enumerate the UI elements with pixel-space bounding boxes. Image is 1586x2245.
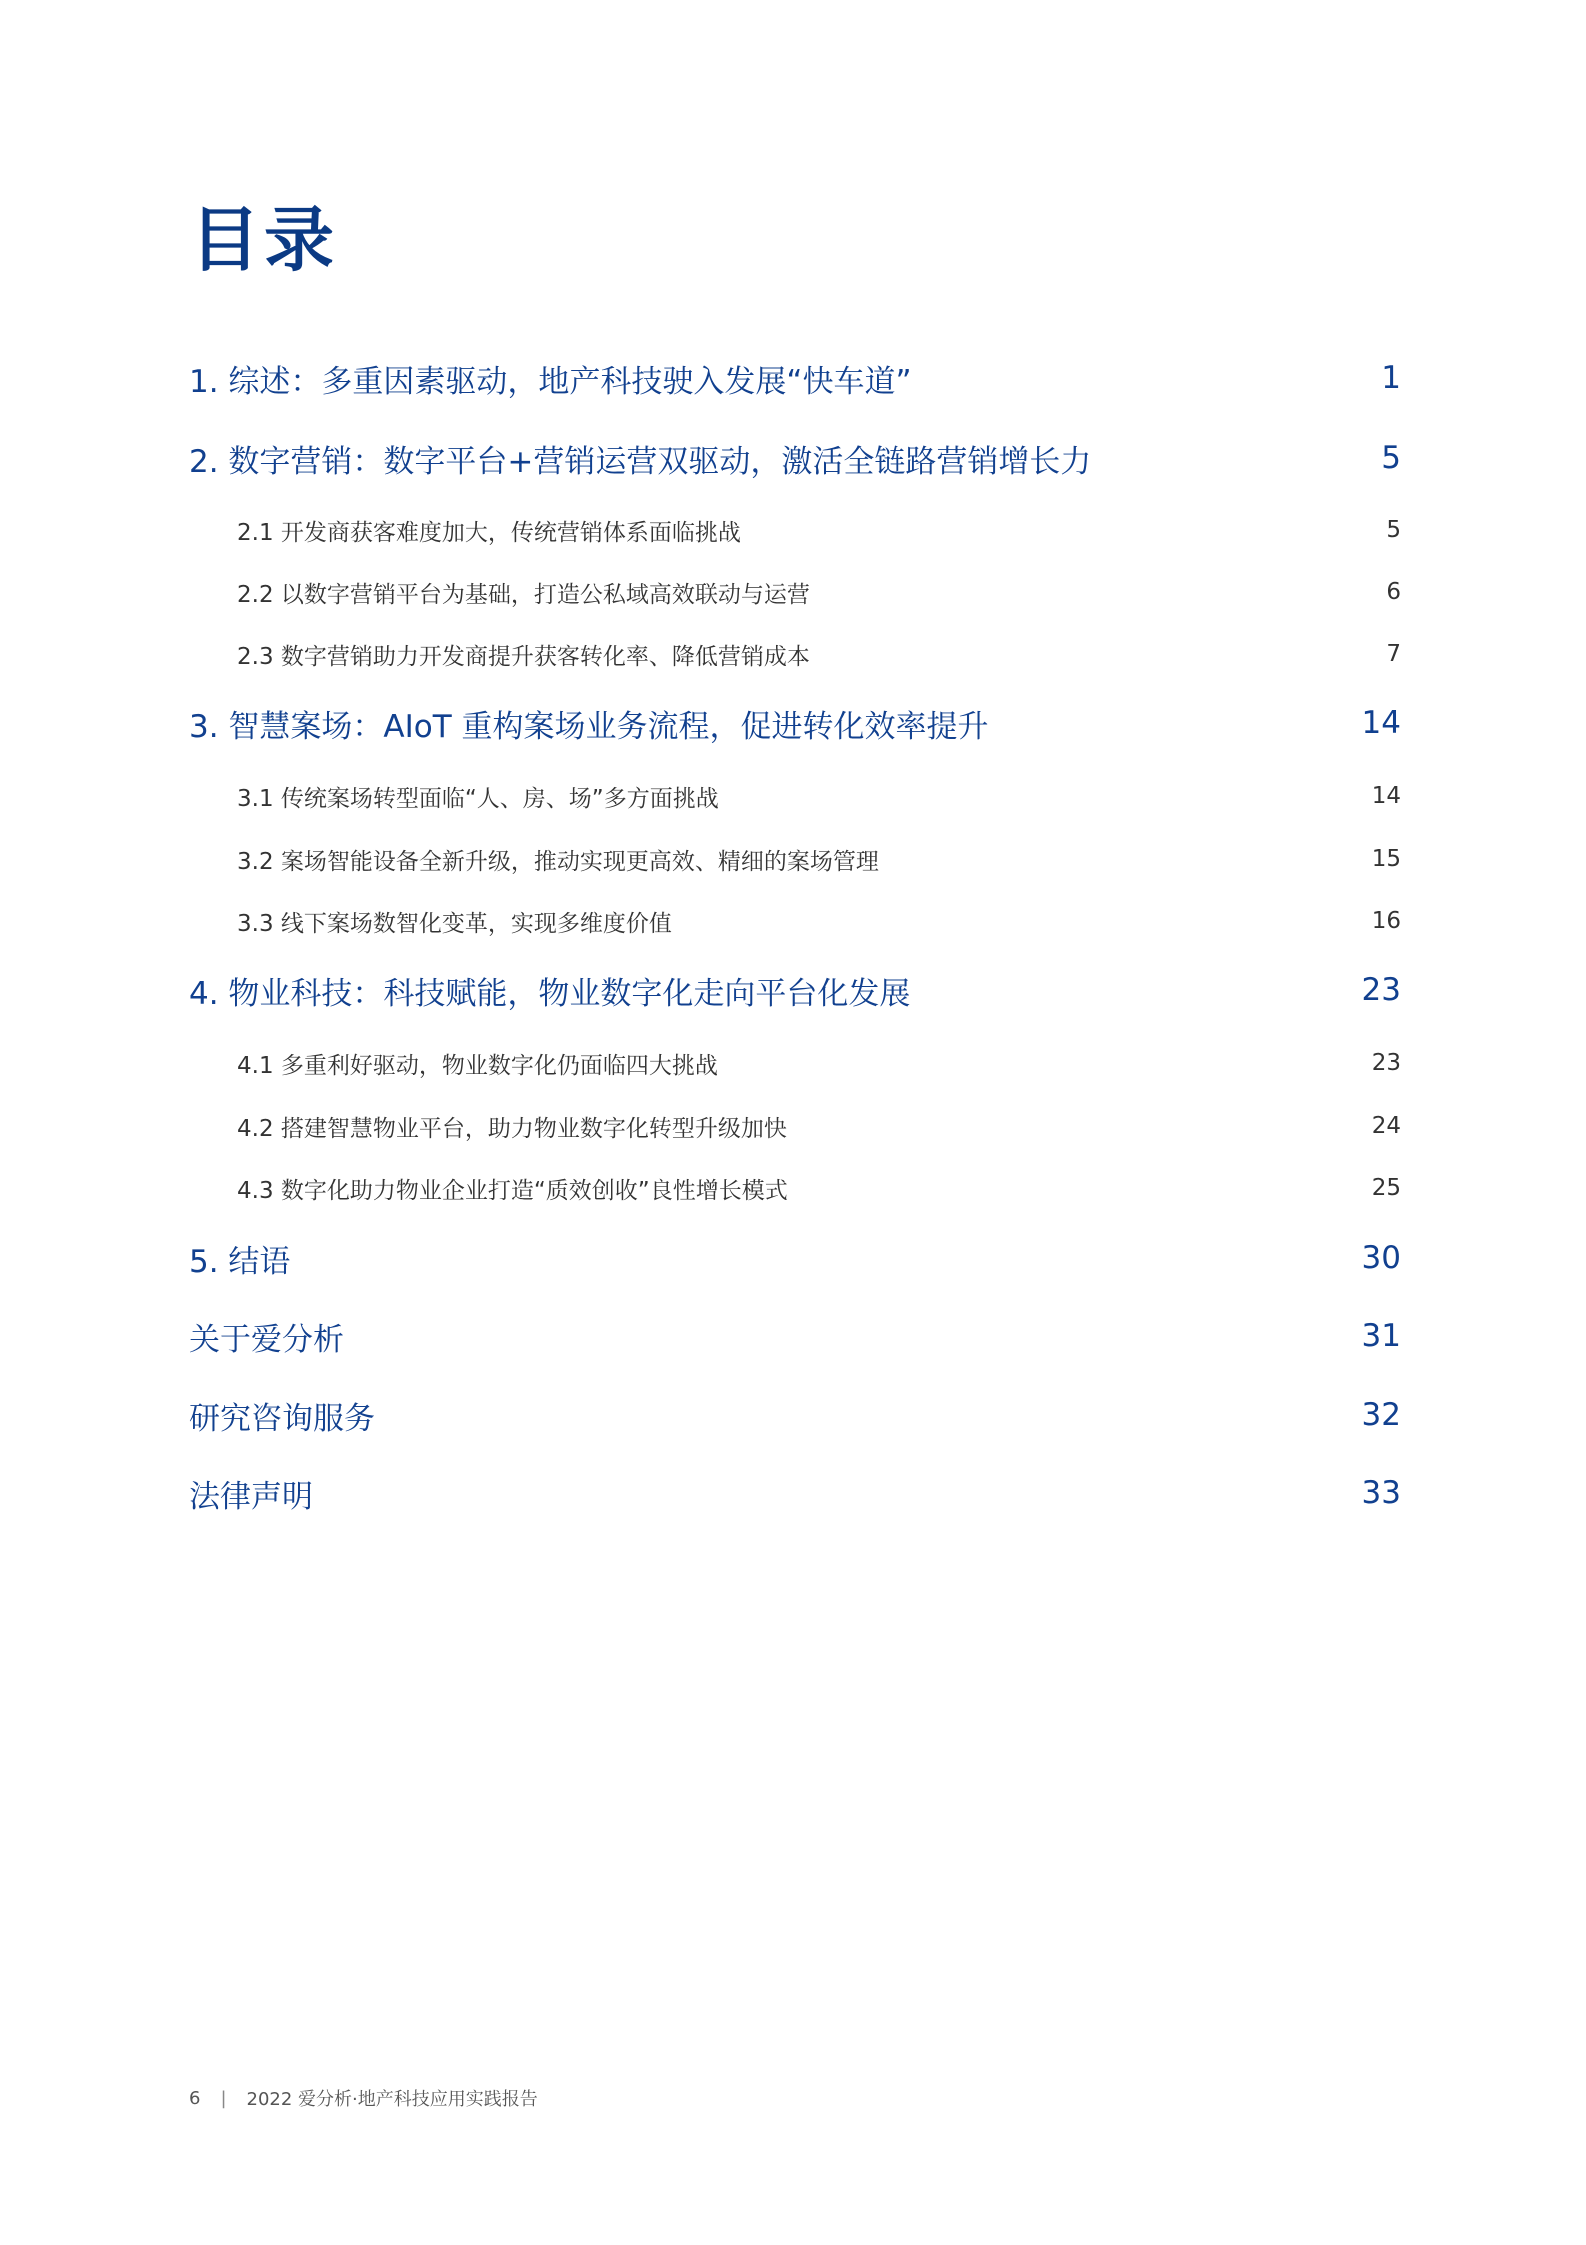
footer-report-title: 2022 爱分析·地产科技应用实践报告	[246, 2089, 538, 2110]
toc-entry-2-1[interactable]	[237, 510, 1401, 550]
toc-entry-4-2[interactable]	[237, 1106, 1401, 1146]
toc-entry-label: 3. 智慧案场：AIoT 重构案场业务流程，促进转化效率提升	[189, 708, 989, 745]
toc-entry-page: 14	[1371, 783, 1401, 809]
toc-entry-2[interactable]	[189, 430, 1401, 486]
toc-entry-label: 2.2 以数字营销平台为基础，打造公私域高效联动与运营	[237, 581, 810, 608]
toc-entry-label: 关于爱分析	[189, 1321, 344, 1358]
toc-entry-2-3[interactable]	[237, 634, 1401, 674]
toc-entry-label: 5. 结语	[189, 1243, 291, 1280]
toc-entry-label: 2.1 开发商获客难度加大，传统营销体系面临挑战	[237, 519, 741, 546]
toc-entry-label: 法律声明	[189, 1478, 313, 1515]
toc-entry-label: 4.3 数字化助力物业企业打造“质效创收”良性增长模式	[237, 1177, 788, 1204]
toc-entry-2-2[interactable]	[237, 572, 1401, 612]
toc-entry-label: 2.3 数字营销助力开发商提升获客转化率、降低营销成本	[237, 643, 810, 670]
toc-entry-1[interactable]	[189, 350, 1401, 406]
toc-entry-3-1[interactable]	[237, 776, 1401, 816]
toc-entry-5[interactable]	[189, 1230, 1401, 1286]
toc-entry-label: 4. 物业科技：科技赋能，物业数字化走向平台化发展	[189, 975, 911, 1012]
toc-entry-page: 6	[1386, 579, 1401, 605]
toc-entry-about[interactable]	[189, 1308, 1401, 1364]
toc-entry-label: 4.1 多重利好驱动，物业数字化仍面临四大挑战	[237, 1052, 718, 1079]
toc-entry-label: 研究咨询服务	[189, 1400, 375, 1437]
footer-page-number: 6	[189, 2087, 201, 2109]
toc-entry-page: 23	[1371, 1050, 1401, 1076]
toc-entry-page: 24	[1371, 1113, 1401, 1139]
toc-entry-page: 5	[1386, 517, 1401, 543]
page-title: 目录	[190, 199, 338, 281]
toc-entry-4-1[interactable]	[237, 1043, 1401, 1083]
toc-entry-label: 2. 数字营销：数字平台+营销运营双驱动，激活全链路营销增长力	[189, 443, 1092, 480]
toc-entry-4[interactable]	[189, 962, 1401, 1018]
toc-entry-page: 32	[1361, 1397, 1401, 1433]
toc-entry-page: 25	[1371, 1175, 1401, 1201]
toc-entry-3[interactable]	[189, 695, 1401, 751]
toc-entry-page: 14	[1361, 705, 1401, 741]
toc-entry-page: 1	[1381, 360, 1401, 396]
page-footer	[189, 2085, 538, 2111]
toc-entry-page: 15	[1371, 846, 1401, 872]
toc-entry-label: 3.1 传统案场转型面临“人、房、场”多方面挑战	[237, 785, 719, 812]
toc-entry-label: 3.2 案场智能设备全新升级，推动实现更高效、精细的案场管理	[237, 848, 879, 875]
toc-entry-page: 5	[1381, 440, 1401, 476]
toc-entry-page: 33	[1361, 1475, 1401, 1511]
toc-entry-3-2[interactable]	[237, 839, 1401, 879]
toc-entry-consulting[interactable]	[189, 1387, 1401, 1443]
footer-separator: |	[220, 2087, 227, 2109]
toc-entry-label: 4.2 搭建智慧物业平台，助力物业数字化转型升级加快	[237, 1115, 787, 1142]
toc-entry-page: 31	[1361, 1318, 1401, 1354]
toc-entry-3-3[interactable]	[237, 901, 1401, 941]
toc-entry-4-3[interactable]	[237, 1168, 1401, 1208]
toc-entry-page: 7	[1386, 641, 1401, 667]
toc-entry-label: 1. 综述：多重因素驱动，地产科技驶入发展“快车道”	[189, 363, 912, 400]
toc-entry-page: 23	[1361, 972, 1401, 1008]
toc-entry-label: 3.3 线下案场数智化变革，实现多维度价值	[237, 910, 672, 937]
toc-entry-page: 16	[1371, 908, 1401, 934]
toc-entry-legal[interactable]	[189, 1465, 1401, 1521]
toc-entry-page: 30	[1361, 1240, 1401, 1276]
